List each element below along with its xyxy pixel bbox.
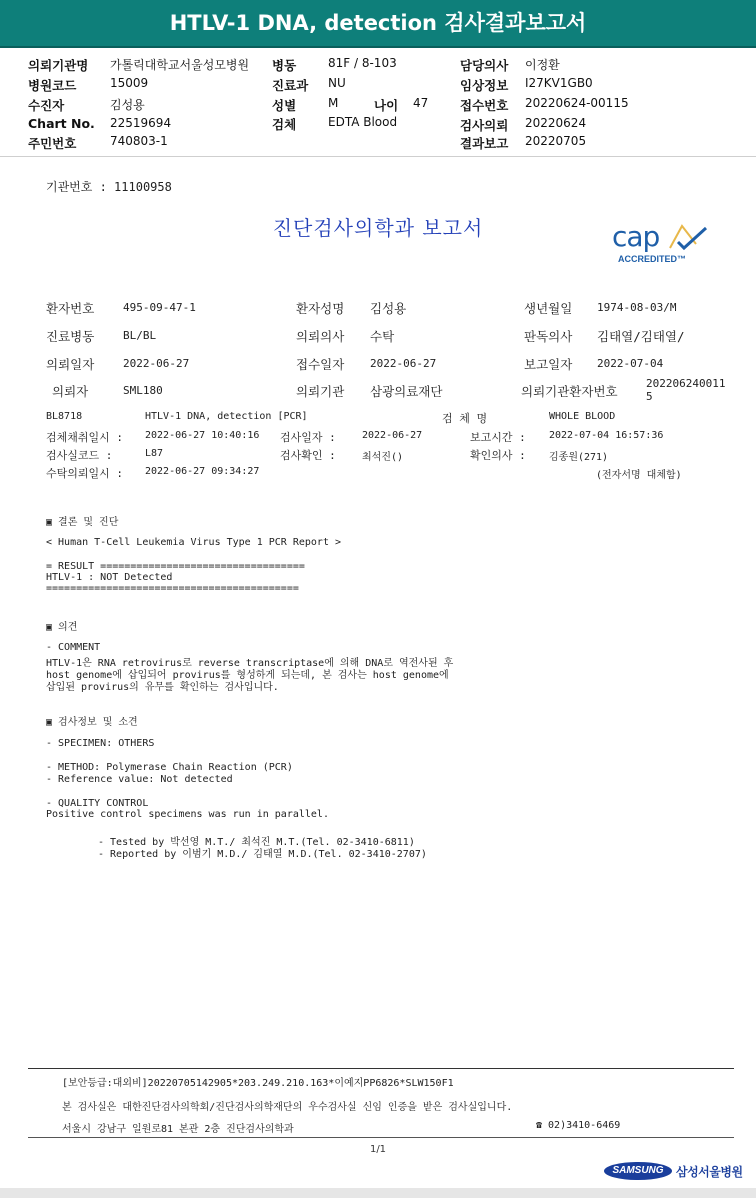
certification-line: 본 검사실은 대한진단검사의학회/진단검사의학재단의 우수검사실 신임 인증을 받은 검사실입니다. [62, 1102, 513, 1113]
reported-by-line: - Reported by 이범기 M.D./ 김태열 M.D.(Tel. 02-3410-2707) [98, 849, 427, 860]
sex-label: 성별 [272, 98, 297, 113]
patient-name-value: 김성용 [370, 301, 407, 316]
sex-value: M [328, 96, 339, 110]
patient-no-label: 환자번호 [46, 301, 95, 316]
qc-label: - QUALITY CONTROL [46, 798, 149, 809]
cap-accredited-text: ACCREDITED™ [618, 254, 687, 264]
resident-no-label: 주민번호 [28, 136, 77, 151]
recv-date-value: 2022-06-27 [370, 357, 437, 370]
dob-label: 생년월일 [524, 301, 573, 316]
req-org-patient-no-value-2: 5 [646, 390, 653, 403]
recv-time-value: 2022-06-27 09:34:27 [145, 466, 260, 477]
result-line: HTLV-1 : NOT Detected [46, 572, 173, 583]
requester-label: 의뢰자 [52, 384, 89, 399]
req-org-patient-no-label: 의뢰기관환자번호 [521, 384, 618, 399]
recv-time-label: 수탁의뢰일시 : [46, 467, 124, 480]
report-time-label: 보고시간 : [470, 431, 526, 444]
hospital-code-value: 15009 [110, 76, 149, 90]
footer-divider [28, 1068, 734, 1069]
patient-name-label: 환자성명 [296, 301, 345, 316]
collect-value: 2022-06-27 10:40:16 [145, 430, 260, 441]
receipt-no-label: 접수번호 [460, 98, 509, 113]
result-footer: ========================================== [46, 583, 299, 594]
hospital-code-label: 병원코드 [28, 78, 77, 93]
ward-info-label: 진료병동 [46, 329, 95, 344]
test-date-label: 검사일자 : [280, 431, 336, 444]
age-value: 47 [413, 96, 429, 110]
comment-line-3: 삽입된 provirus의 유무를 확인하는 검사입니다. [46, 682, 279, 693]
section-comment-heading: ▣ 의견 [46, 622, 78, 633]
org-number: 기관번호 : 11100958 [46, 180, 172, 194]
section-conclusion-heading: ▣ 결론 및 진단 [46, 517, 119, 528]
qc-line: Positive control specimens was run in parallel. [46, 809, 329, 820]
reading-doctor-value: 김태열/김태열/ [597, 329, 685, 344]
clinical-info-label: 임상정보 [460, 78, 509, 93]
report-date-info-value: 2022-07-04 [597, 357, 664, 370]
req-date-value: 2022-06-27 [123, 357, 190, 370]
receipt-no-value: 20220624-00115 [525, 96, 629, 110]
confirm-value: 최석진() [362, 452, 404, 463]
report-date-label: 결과보고 [460, 136, 509, 151]
recv-date-label: 접수일자 [296, 357, 345, 372]
reference-line: - Reference value: Not detected [46, 774, 233, 785]
comment-line-1: HTLV-1은 RNA retrovirus로 reverse transcriptase에 의해 DNA로 역전사된 후 [46, 658, 454, 669]
document-title: 진단검사의학과 보고서 [272, 216, 484, 240]
ward-label: 병동 [272, 58, 297, 73]
dob-value: 1974-08-03/M [597, 301, 677, 314]
tested-by-line: - Tested by 박선영 M.T./ 최석진 M.T.(Tel. 02-3410-6811) [98, 837, 415, 848]
req-org-label: 의뢰기관 [296, 384, 345, 399]
clinical-info-value: I27KV1GB0 [525, 76, 593, 90]
report-date-info-label: 보고일자 [524, 357, 573, 372]
header-divider [0, 156, 756, 157]
collect-label: 검체채취일시 : [46, 431, 124, 444]
requester-value: SML180 [123, 384, 163, 397]
dept-value: NU [328, 76, 346, 90]
resident-no-value: 740803-1 [110, 134, 168, 148]
report-name: < Human T-Cell Leukemia Virus Type 1 PCR Report > [46, 537, 342, 548]
chart-no-value: 22519694 [110, 116, 172, 130]
report-date-value: 20220705 [525, 134, 587, 148]
specimen-value: EDTA Blood [328, 115, 398, 129]
age-label: 나이 [374, 98, 399, 113]
specimen-name-value: WHOLE BLOOD [549, 411, 616, 422]
reading-doctor-label: 판독의사 [524, 329, 573, 344]
confirm-doc-value: 김종원(271) [549, 452, 609, 463]
comment-line-2: host genome에 삽입되어 provirus를 형성하게 되는데, 본 검사는 host genome에 [46, 670, 449, 681]
page-number: 1/1 [369, 1144, 387, 1155]
physician-value: 이정환 [525, 58, 560, 72]
requesting-org-label: 의뢰기관명 [28, 58, 89, 73]
req-date-label: 의뢰일자 [46, 357, 95, 372]
dept-label: 진료과 [272, 78, 309, 93]
section-info-heading: ▣ 검사정보 및 소견 [46, 717, 138, 728]
lab-code-value: L87 [145, 448, 164, 459]
cap-logo-word: cap [612, 220, 660, 253]
bottom-bar [0, 1188, 756, 1198]
req-doctor-label: 의뢰의사 [296, 329, 345, 344]
ward-info-value: BL/BL [123, 329, 157, 342]
esign-note: (전자서명 대체함) [596, 470, 682, 481]
lab-code-label: 검사실코드 : [46, 449, 113, 462]
ward-value: 81F / 8-103 [328, 56, 397, 70]
address-line: 서울시 강남구 일원로81 본관 2층 진단검사의학과 [62, 1124, 294, 1135]
specimen-label: 검체 [272, 117, 297, 132]
test-date-value: 2022-06-27 [362, 430, 423, 441]
confirm-doc-label: 확인의사 : [470, 449, 526, 462]
specimen-line: - SPECIMEN: OTHERS [46, 738, 155, 749]
patient-value: 김성용 [110, 98, 145, 112]
req-org-value: 삼광의료재단 [370, 384, 443, 399]
hospital-name-logo: 삼성서울병원 [676, 1165, 743, 1179]
title-divider [0, 46, 756, 48]
result-header: = RESULT ================================== [46, 561, 305, 572]
footer-divider-bottom [28, 1137, 734, 1138]
report-title: HTLV-1 DNA, detection 검사결과보고서 [0, 0, 756, 46]
req-doctor-value: 수탁 [370, 329, 395, 344]
request-date-label: 검사의뢰 [460, 118, 509, 133]
test-code: BL8718 [46, 411, 83, 422]
requesting-org-value: 가톨릭대학교서울성모병원 [110, 58, 250, 72]
samsung-logo: SAMSUNG [604, 1162, 672, 1180]
test-name: HTLV-1 DNA, detection [PCR] [145, 411, 308, 422]
confirm-label: 검사확인 : [280, 449, 336, 462]
phone-line: ☎ 02)3410-6469 [536, 1120, 621, 1131]
patient-label: 수진자 [28, 98, 65, 113]
req-org-patient-no-value-1: 202206240011 [646, 377, 726, 390]
specimen-name-label: 검 체 명 [442, 412, 488, 425]
cap-accredited-logo [608, 220, 716, 272]
method-line: - METHOD: Polymerase Chain Reaction (PCR) [46, 762, 293, 773]
patient-no-value: 495-09-47-1 [123, 301, 196, 314]
comment-label: - COMMENT [46, 642, 101, 653]
cap-check-icon [666, 222, 710, 254]
chart-no-label: Chart No. [28, 116, 95, 131]
security-line: [보안등급:대외비]20220705142905*203.249.210.163*이예지PP6826*SLW150F1 [62, 1078, 454, 1089]
request-date-value: 20220624 [525, 116, 587, 130]
report-time-value: 2022-07-04 16:57:36 [549, 430, 664, 441]
physician-label: 담당의사 [460, 58, 509, 73]
